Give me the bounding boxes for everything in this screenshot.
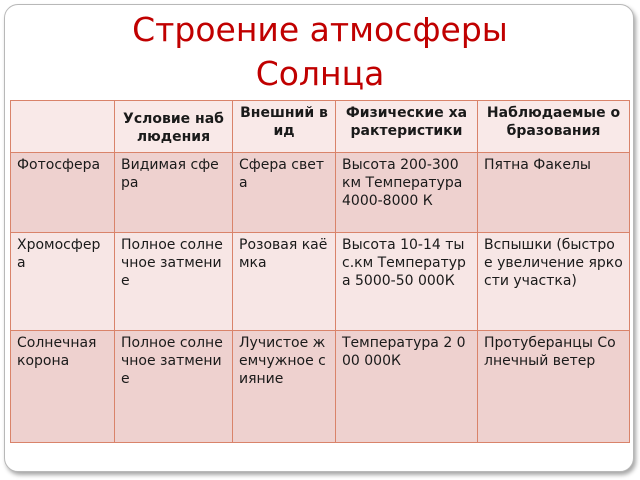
row-physical: Высота 10-14 тыс.км Температура 5000-50 000К — [336, 233, 478, 331]
table-row — [11, 233, 630, 331]
row-condition: Полное солнечное затмение — [115, 331, 233, 443]
sun-atmosphere-table — [10, 100, 630, 443]
row-physical: Высота 200-300 км Температура 4000-8000 К — [336, 153, 478, 233]
table-row — [11, 331, 630, 443]
header-appearance: Внешний вид — [233, 101, 336, 153]
row-appearance: Лучистое жемчужное сияние — [233, 331, 336, 443]
header-corner-cell — [11, 101, 115, 153]
row-formations: Вспышки (быстрое увеличение яркости участка) — [478, 233, 630, 331]
row-physical: Температура 2 000 000К — [336, 331, 478, 443]
row-condition: Полное солнечное затмение — [115, 233, 233, 331]
row-formations: Протуберанцы Солнечный ветер — [478, 331, 630, 443]
row-layer: Фотосфера — [11, 153, 115, 233]
row-appearance: Сфера света — [233, 153, 336, 233]
title-line-2: Солнца — [255, 54, 385, 93]
row-condition: Видимая сфера — [115, 153, 233, 233]
header-condition: Условие наблюдения — [115, 101, 233, 153]
header-physical: Физические характеристики — [336, 101, 478, 153]
table-row — [11, 153, 630, 233]
slide-title — [0, 8, 640, 96]
row-layer: Хромосфера — [11, 233, 115, 331]
table-header-row — [11, 101, 630, 153]
row-layer: Солнечная корона — [11, 331, 115, 443]
row-formations: Пятна Факелы — [478, 153, 630, 233]
row-appearance: Розовая каёмка — [233, 233, 336, 331]
title-line-1: Строение атмосферы — [132, 10, 508, 49]
header-formations: Наблюдаемые образования — [478, 101, 630, 153]
